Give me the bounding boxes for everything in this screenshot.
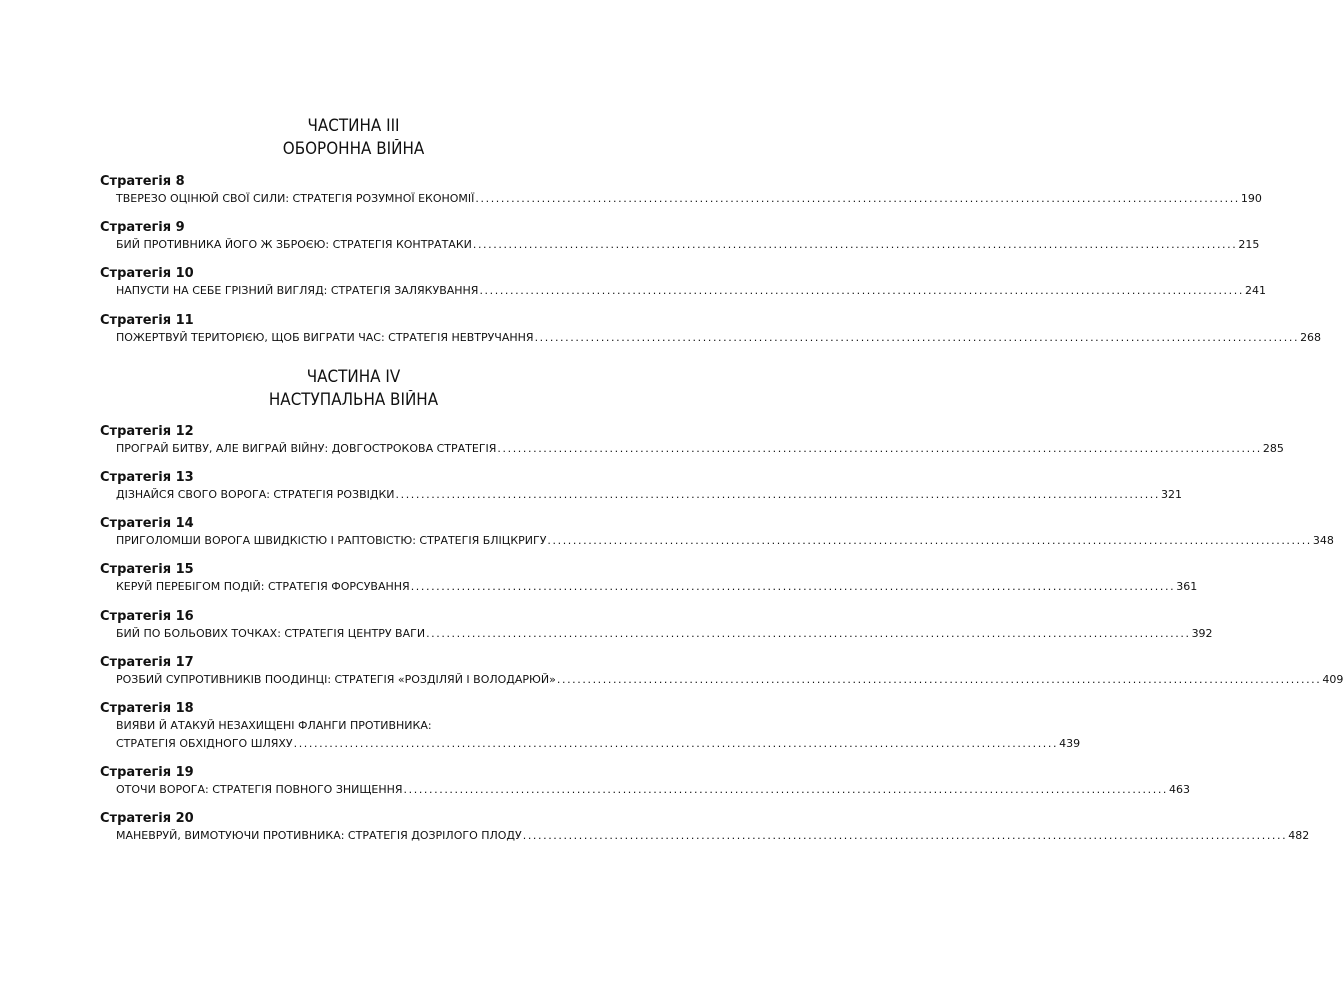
toc-line [116, 190, 1262, 208]
strategy-label: Стратегія 8 [100, 174, 185, 189]
dot-leader: ...................................................................................................................................................... [534, 331, 1300, 344]
entry-title: ВИЯВИ Й АТАКУЙ НЕЗАХИЩЕНІ ФЛАНГИ ПРОТИВНИКА: [116, 719, 432, 732]
strategy-label: Стратегія 13 [100, 470, 194, 485]
part-4-heading [0, 365, 707, 411]
toc-line [116, 236, 1260, 254]
page-number: 463 [1169, 783, 1191, 796]
dot-leader: ...................................................................................................................................................... [403, 783, 1169, 796]
page-number: 392 [1191, 627, 1213, 640]
toc-entry[interactable] [100, 701, 1081, 753]
toc-line [116, 735, 1081, 753]
page-number: 348 [1312, 534, 1334, 547]
entry-title: МАНЕВРУЙ, ВИМОТУЮЧИ ПРОТИВНИКА: СТРАТЕГІЯ ДОЗРІЛОГО ПЛОДУ [116, 829, 522, 842]
entry-title: ПОЖЕРТВУЙ ТЕРИТОРІЄЮ, ЩОБ ВИГРАТИ ЧАС: СТРАТЕГІЯ НЕВТРУЧАННЯ [116, 331, 534, 344]
strategy-label: Стратегія 14 [100, 516, 194, 531]
dot-leader: ...................................................................................................................................................... [410, 580, 1176, 593]
page-number: 439 [1059, 737, 1081, 750]
strategy-label: Стратегія 10 [100, 266, 194, 281]
toc-entry[interactable] [100, 765, 1191, 799]
toc-entry[interactable] [100, 313, 1322, 347]
part-number: ЧАСТИНА IV [306, 367, 401, 386]
part-number: ЧАСТИНА III [307, 116, 400, 135]
page-number: 190 [1240, 192, 1262, 205]
entry-title: РОЗБИЙ СУПРОТИВНИКІВ ПООДИНЦІ: СТРАТЕГІЯ «РОЗДІЛЯЙ І ВОЛОДАРЮЙ» [116, 673, 556, 686]
strategy-label: Стратегія 11 [100, 313, 194, 328]
page-number: 321 [1161, 488, 1183, 501]
entry-title: СТРАТЕГІЯ ОБХІДНОГО ШЛЯХУ [116, 737, 293, 750]
toc-entry[interactable] [100, 609, 1213, 643]
strategy-label: Стратегія 16 [100, 609, 194, 624]
page-number: 268 [1300, 331, 1322, 344]
toc-line [116, 282, 1266, 300]
dot-leader: ...................................................................................................................................................... [522, 829, 1288, 842]
entry-title: ПРОГРАЙ БИТВУ, АЛЕ ВИГРАЙ ВІЙНУ: ДОВГОСТРОКОВА СТРАТЕГІЯ [116, 442, 497, 455]
strategy-label: Стратегія 18 [100, 701, 194, 716]
dot-leader: ...................................................................................................................................................... [426, 627, 1191, 640]
dot-leader: ...................................................................................................................................................... [472, 238, 1238, 251]
strategy-label: Стратегія 15 [100, 562, 194, 577]
page-number: 409 [1322, 673, 1343, 686]
toc-line [116, 625, 1213, 643]
toc-line [116, 440, 1284, 458]
dot-leader: ...................................................................................................................................................... [475, 192, 1240, 205]
toc-entry[interactable] [100, 516, 1334, 550]
entry-title: БИЙ ПРОТИВНИКА ЙОГО Ж ЗБРОЄЮ: СТРАТЕГІЯ КОНТРАТАКИ [116, 238, 472, 251]
dot-leader: ...................................................................................................................................................... [547, 534, 1312, 547]
toc-line [116, 671, 1343, 689]
toc-line [116, 578, 1198, 596]
strategy-label: Стратегія 20 [100, 811, 194, 826]
toc-entry[interactable] [100, 174, 1262, 208]
toc-line [116, 781, 1191, 799]
page-number: 241 [1244, 284, 1266, 297]
part-title: ОБОРОННА ВІЙНА [282, 139, 425, 158]
toc-entry[interactable] [100, 220, 1260, 254]
entry-title: ДІЗНАЙСЯ СВОГО ВОРОГА: СТРАТЕГІЯ РОЗВІДКИ [116, 488, 395, 501]
strategy-label: Стратегія 12 [100, 424, 194, 439]
strategy-label: Стратегія 17 [100, 655, 194, 670]
dot-leader: ...................................................................................................................................................... [395, 488, 1161, 501]
toc-entry[interactable] [100, 655, 1343, 689]
toc-line [116, 717, 606, 735]
toc-entry[interactable] [100, 811, 1310, 845]
toc-line [116, 532, 1334, 550]
entry-title: КЕРУЙ ПЕРЕБІГОМ ПОДІЙ: СТРАТЕГІЯ ФОРСУВАННЯ [116, 580, 410, 593]
entry-title: ПРИГОЛОМШИ ВОРОГА ШВИДКІСТЮ І РАПТОВІСТЮ: СТРАТЕГІЯ БЛІЦКРИГУ [116, 534, 547, 547]
toc-line [116, 486, 1183, 504]
toc-line [116, 329, 1322, 347]
toc-line [116, 827, 1310, 845]
part-title: НАСТУПАЛЬНА ВІЙНА [268, 390, 439, 409]
toc-entry[interactable] [100, 470, 1183, 504]
toc-entry[interactable] [100, 266, 1266, 300]
toc-entry[interactable] [100, 562, 1198, 596]
entry-title: БИЙ ПО БОЛЬОВИХ ТОЧКАХ: СТРАТЕГІЯ ЦЕНТРУ ВАГИ [116, 627, 426, 640]
toc-entry[interactable] [100, 424, 1284, 458]
entry-title: ТВЕРЕЗО ОЦІНЮЙ СВОЇ СИЛИ: СТРАТЕГІЯ РОЗУМНОЇ ЕКОНОМІЇ [116, 192, 475, 205]
strategy-label: Стратегія 19 [100, 765, 194, 780]
entry-title: НАПУСТИ НА СЕБЕ ГРІЗНИЙ ВИГЛЯД: СТРАТЕГІЯ ЗАЛЯКУВАННЯ [116, 284, 479, 297]
part-3-heading [0, 114, 707, 160]
page-number: 215 [1238, 238, 1260, 251]
page-number: 285 [1262, 442, 1284, 455]
dot-leader: ...................................................................................................................................................... [293, 737, 1059, 750]
dot-leader: ...................................................................................................................................................... [497, 442, 1262, 455]
dot-leader: ...................................................................................................................................................... [479, 284, 1244, 297]
entry-title: ОТОЧИ ВОРОГА: СТРАТЕГІЯ ПОВНОГО ЗНИЩЕННЯ [116, 783, 403, 796]
page-number: 482 [1288, 829, 1310, 842]
dot-leader: ...................................................................................................................................................... [556, 673, 1322, 686]
strategy-label: Стратегія 9 [100, 220, 185, 235]
page-number: 361 [1176, 580, 1198, 593]
